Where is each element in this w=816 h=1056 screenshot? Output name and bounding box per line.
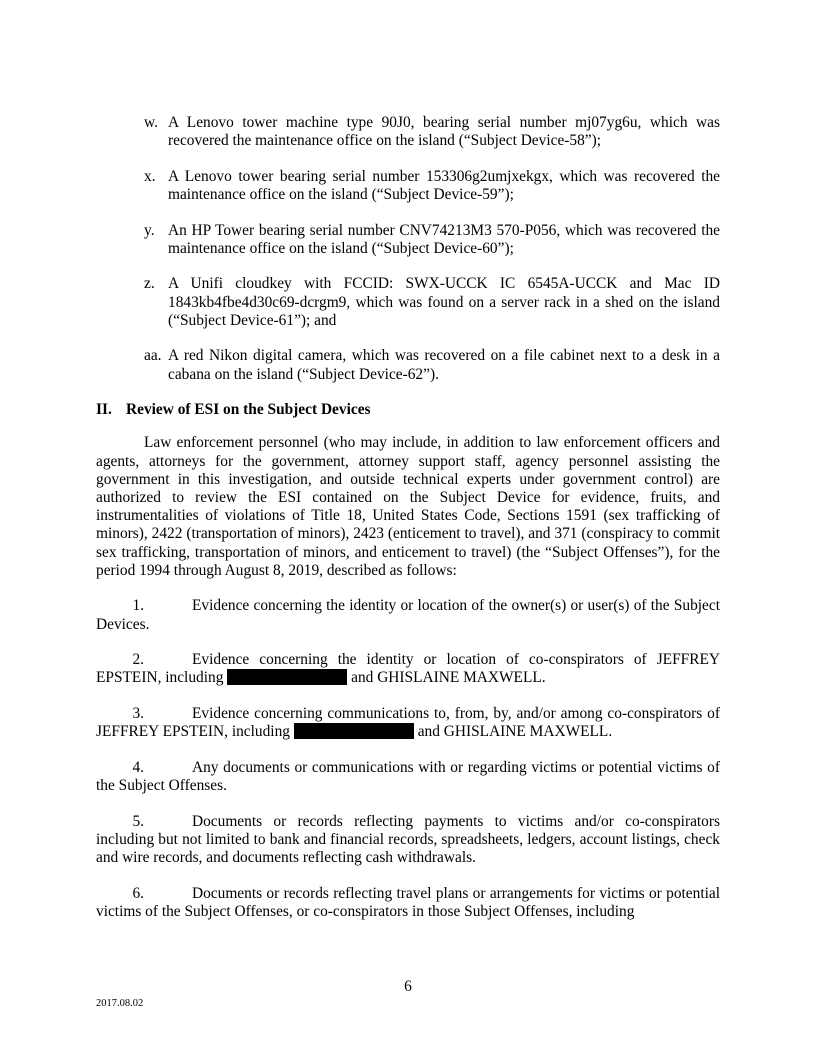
numbered-paragraph — [96, 759, 720, 795]
paragraph-text: and GHISLAINE MAXWELL. — [417, 723, 613, 741]
paragraph-text: Any documents or communications with or regarding victims or potential victims of the Subject Offenses. — [96, 758, 720, 794]
numbered-paragraph — [96, 597, 720, 633]
list-item-label: z. — [144, 275, 155, 293]
page-number: 6 — [404, 978, 412, 995]
intro-paragraph: Law enforcement personnel (who may include, in addition to law enforcement officers and agents, attorneys for the government, attorney support staff, agency personnel assisting the government in this investigation, and outside technical experts under government control) are authorized to review the ESI contained on the Subject Device for evidence, fruits, and instrumentalities of violations of Title 18, United States Code, Sections 1591 (sex trafficking of minors), 2422 (transportation of minors), 2423 (enticement to travel), and 371 (conspiracy to commit sex trafficking, transportation of minors, and enticement to travel) (the “Subject Offenses”), for the period 1994 through August 8, 2019, described as follows: — [96, 434, 720, 579]
list-item — [96, 347, 720, 383]
list-item-text: A red Nikon digital camera, which was recovered on a file cabinet next to a desk in a cabana on the island (“Subject Device-62”). — [168, 347, 720, 383]
list-item-label: x. — [144, 167, 156, 185]
list-item-label: aa. — [144, 347, 162, 365]
redaction-box — [294, 723, 414, 739]
document-page — [96, 114, 720, 938]
paragraph-number: 2. — [132, 651, 144, 669]
section-number: II. — [96, 401, 112, 419]
numbered-paragraph — [96, 813, 720, 868]
paragraph-text: Documents or records reflecting travel plans or arrangements for victims or potential victims of the Subject Offenses, or co-conspirators in those Subject Offenses, including — [96, 884, 720, 920]
numbered-paragraph — [96, 651, 720, 687]
paragraph-text: Evidence concerning the identity or location of the owner(s) or user(s) of the Subject Devices. — [96, 597, 720, 633]
paragraph-text: and GHISLAINE MAXWELL. — [351, 669, 546, 687]
paragraph-text: Evidence concerning the identity or location of co-conspirators of JEFFREY EPSTEIN, including — [96, 651, 720, 687]
list-item — [96, 275, 720, 330]
paragraph-number: 5. — [132, 812, 144, 830]
paragraph-text: Documents or records reflecting payments to victims and/or co-conspirators including but not limited to bank and financial records, spreadsheets, ledgers, account listings, check and wire records, and documents reflecting cash withdrawals. — [96, 812, 720, 866]
list-item-text: An HP Tower bearing serial number CNV74213M3 570-P056, which was recovered the maintenance office on the island (“Subject Device-60”); — [168, 221, 720, 257]
section-title: Review of ESI on the Subject Devices — [126, 401, 371, 419]
list-item — [96, 168, 720, 204]
footer-date: 2017.08.02 — [96, 998, 144, 1009]
list-item — [96, 114, 720, 150]
paragraph-number: 6. — [132, 884, 144, 902]
list-item-label: w. — [144, 114, 158, 131]
paragraph-text: Evidence concerning communications to, from, by, and/or among co-conspirators of JEFFREY EPSTEIN, including — [96, 705, 720, 741]
paragraph-number: 1. — [132, 597, 144, 615]
list-item-text: A Lenovo tower bearing serial number 153306g2umjxekgx, which was recovered the maintenance office on the island (“Subject Device-59”); — [168, 167, 720, 203]
paragraph-number: 4. — [132, 758, 144, 776]
numbered-paragraph — [96, 885, 720, 921]
paragraph-number: 3. — [132, 705, 144, 722]
list-item-label: y. — [144, 221, 155, 239]
list-item-text: A Lenovo tower machine type 90J0, bearing serial number mj07yg6u, which was recovered the maintenance office on the island (“Subject Device-58”); — [168, 114, 720, 150]
list-item-text: A Unifi cloudkey with FCCID: SWX-UCCK IC 6545A-UCCK and Mac ID 1843kb4fbe4d30c69-dcrgm9, which was found on a server rack in a shed on the island (“Subject Device-61”); and — [168, 275, 720, 329]
section-heading — [96, 401, 720, 419]
numbered-paragraph — [96, 705, 720, 741]
list-item — [96, 222, 720, 258]
redaction-box — [227, 669, 347, 685]
